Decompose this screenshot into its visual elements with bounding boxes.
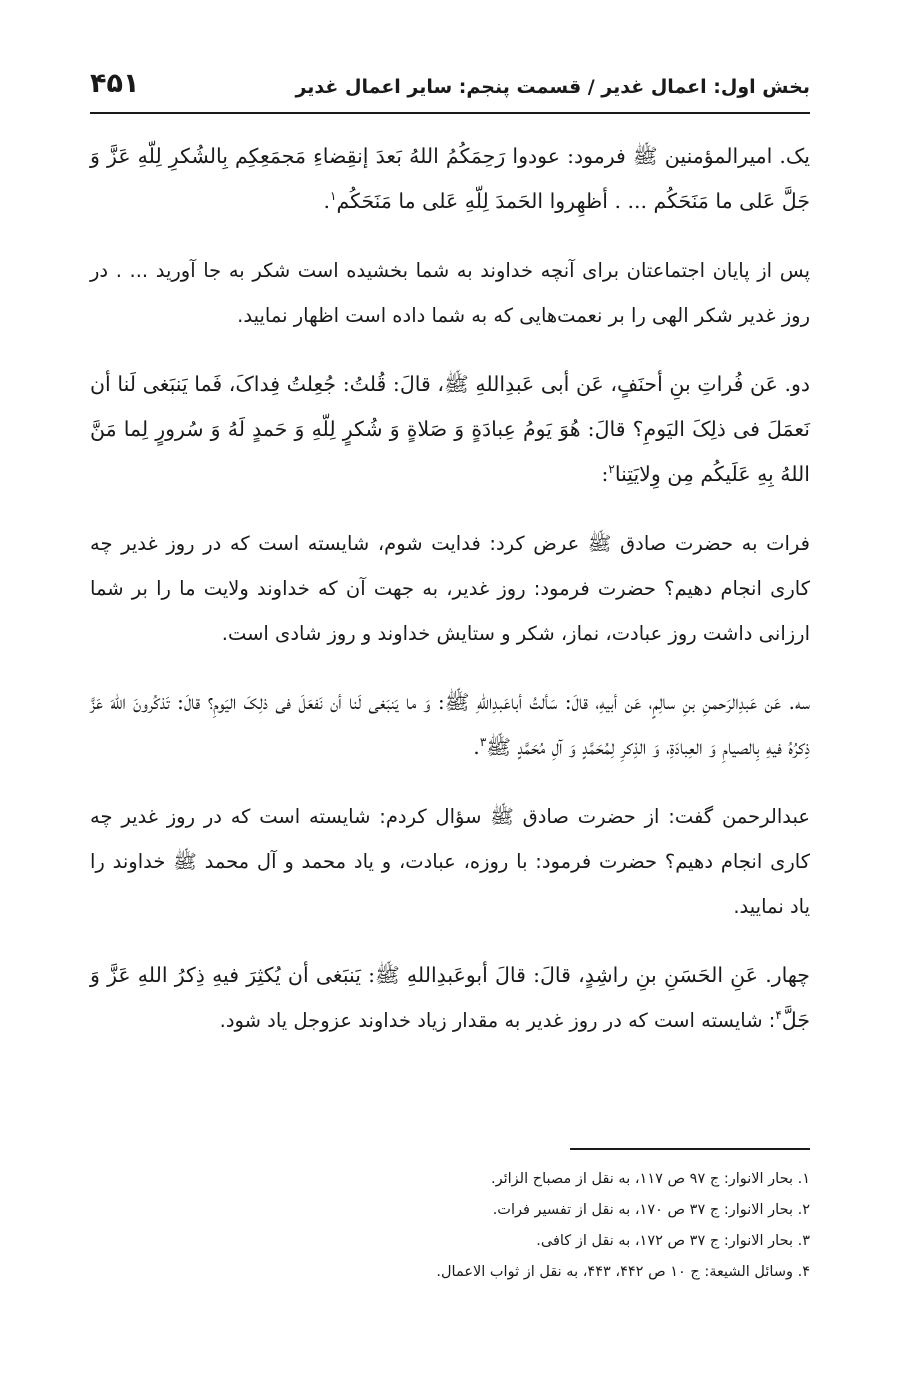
hadith-1-translation: پس از پایان اجتماعتان برای آنچه خداوند به شما بخشیده است شکر به جا آورید ... . در روز غدیر شکر الهی را بر نعمت‌هایی که به شما داده است اظهار نمایید. <box>90 259 810 327</box>
hadith-4-arabic <box>90 953 810 1057</box>
hadith-3-translation: عبدالرحمن گفت: از حضرت صادق ﷺ سؤال کردم: شایسته است که در روز غدیر چه کاری انجام دهیم؟ حضرت فرمود: با روزه، عبادت، و یاد محمد و آل محمد ﷺ خداوند را یاد نمایید. <box>90 805 810 918</box>
running-header <box>90 60 810 114</box>
hadith-1-arabic-text: یک. امیرالمؤمنین ﷺ فرمود: عودوا رَحِمَکُمُ اللهُ بَعدَ إنقِضاءِ مَجمَعِکِم بِالشُکرِ لِلّهِ عَزَّ وَ جَلَّ عَلی ما مَنَحَکُم ... . أظهِروا الحَمدَ لِلّهِ عَلی ما مَنَحَکُم <box>90 144 810 213</box>
hadith-1-end: . <box>323 189 331 213</box>
running-title: بخش اول: اعمال غدیر / قسمت پنجم: سایر اعمال غدیر <box>295 76 810 98</box>
hadith-1-arabic <box>90 134 810 238</box>
footnote-mark-4: ۴ <box>775 1008 782 1023</box>
book-page <box>90 60 810 1360</box>
hadith-3-end: . <box>473 735 480 759</box>
footnote-mark-3: ۳ <box>479 735 487 750</box>
hadith-2-translation: فرات به حضرت صادق ﷺ عرض کرد: فدایت شوم، شایسته است که در روز غدیر چه کاری انجام دهیم؟ حضرت فرمود: روز غدیر، به جهت آن که خداوند ولایت ما را بر شما ارزانی داشت روز عبادت، نماز، شکر و ستایش خداوند و روز شادی است. <box>90 532 810 645</box>
page-number: ۴۵۱ <box>90 68 140 99</box>
footnote-separator <box>570 1148 810 1150</box>
hadith-2-end: : <box>601 462 609 486</box>
footnote-4: ۴. وسائل الشیعة: ج ۱۰ ص ۴۴۲، ۴۴۳، به نقل از ثواب الاعمال. <box>436 1264 810 1280</box>
footnote-mark-2: ۲ <box>608 462 615 477</box>
body-text <box>90 134 810 1057</box>
footnote-3: ۳. بحار الانوار: ج ۳۷ ص ۱۷۲، به نقل از کافی. <box>536 1233 810 1249</box>
hadith-3-arabic <box>90 680 810 784</box>
hadith-2-arabic-text: دو. عَن فُراتِ بنِ أحنَفٍ، عَن أبی عَبدِاللهِ ﷺ، قالَ: قُلتُ: جُعِلتُ فِداکَ، فَما یَنبَغی لَنا أن نَعمَلَ فی ذلِکَ الیَومِ؟ قالَ: هُوَ یَومُ عِبادَةٍ وَ صَلاةٍ وَ شُکرٍ لِلّهِ وَ حَمدٍ لَهُ وَ سُرورٍ لِما مَنَّ اللهُ بِهِ عَلَیکُم مِن وِلایَتِنا <box>90 372 810 486</box>
footnote-mark-1: ۱ <box>330 189 337 204</box>
footnote-2: ۲. بحار الانوار: ج ۳۷ ص ۱۷۰، به نقل از تفسیر فرات. <box>492 1202 810 1218</box>
footnote-1: ۱. بحار الانوار: ج ۹۷ ص ۱۱۷، به نقل از مصباح الزائر. <box>490 1171 810 1187</box>
hadith-2-arabic <box>90 362 810 511</box>
hadith-4-arabic-text: چهار. عَنِ الحَسَنِ بنِ راشِدٍ، قالَ: قالَ أبوعَبدِاللهِ ﷺ: یَنبَغی أن یُکثِرَ فیهِ ذِکرُ اللهِ عَزَّ وَ جَلَّ <box>90 963 810 1032</box>
footnotes <box>90 1164 810 1288</box>
hadith-3-arabic-text: سه. عَن عَبدِالرَحمنِ بنِ سالِمٍ، عَن أبیهِ، قالَ: سَألتُ أباعَبدِاللهِ ﷺ: وَ ما یَنبَغی لَنا أن نَفعَلَ فی ذلِکَ الیَومِ؟ قالَ: تَذکُرونَ اللهَ عَزَّ ذِکرُهُ فیهِ بِالصیامِ وَ العِبادَةِ، وَ الذِکرِ لِمُحَمَّدٍ وَ آلِ مُحَمَّدٍ ﷺ <box>90 690 810 759</box>
hadith-4-translation: : شایسته است که در روز غدیر به مقدار زیاد خداوند عزوجل یاد شود. <box>219 1009 776 1032</box>
